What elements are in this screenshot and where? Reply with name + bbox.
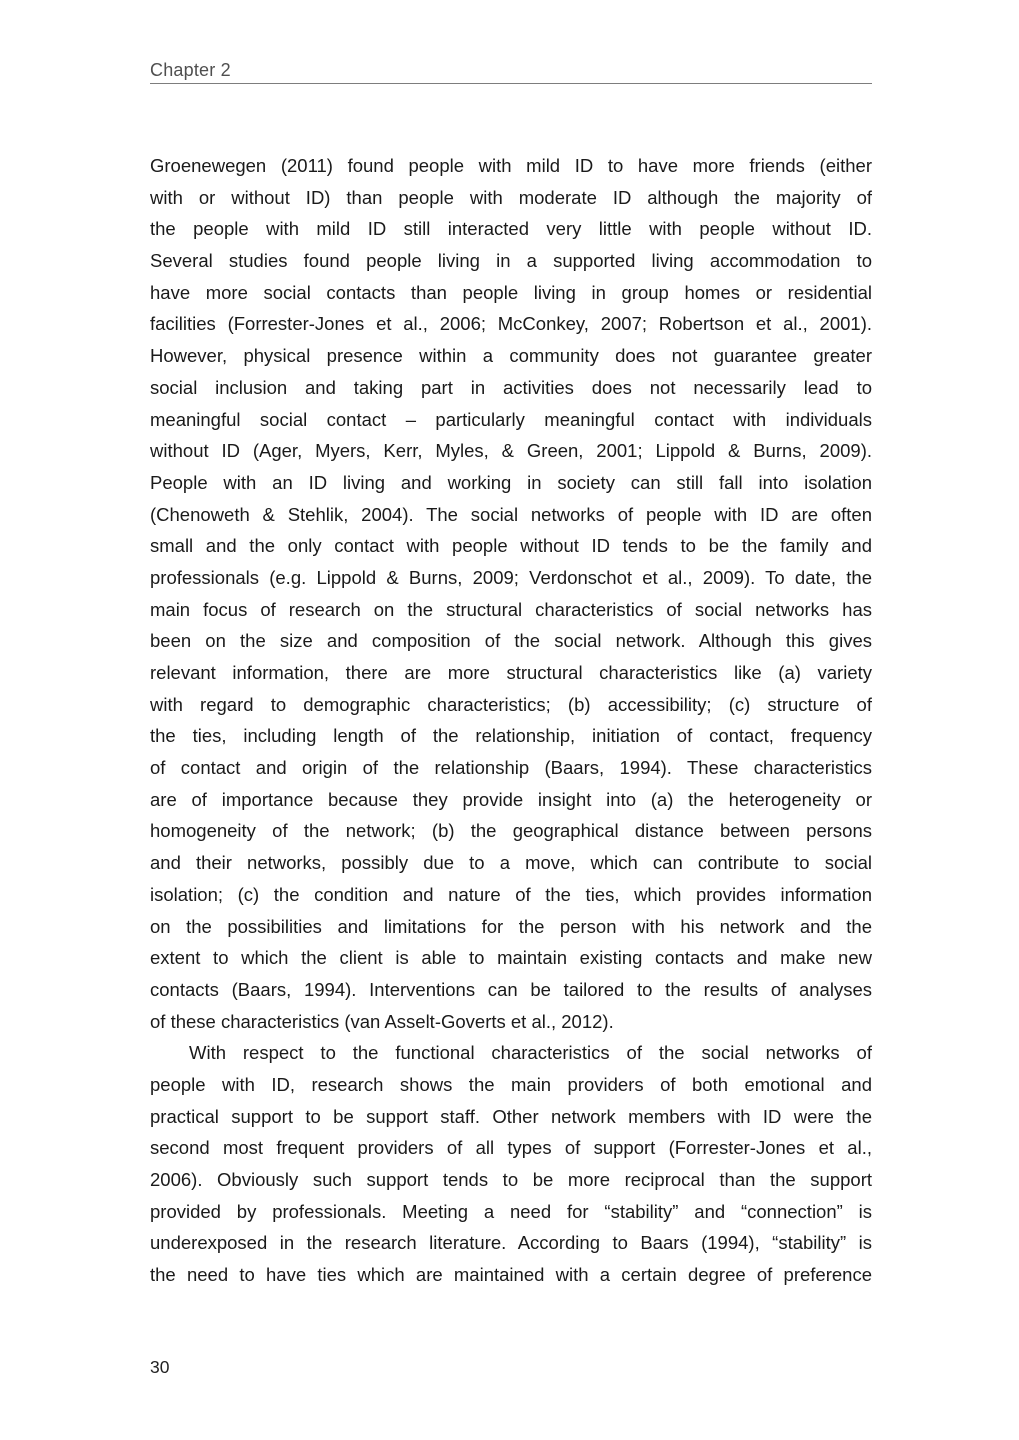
text-line: with or without ID) than people with moderate ID although the majority of [150,186,872,208]
text-line: isolation; (c) the condition and nature of the ties, which provides information [150,883,872,905]
body-text [150,150,872,1291]
text-line: provided by professionals. Meeting a need for “stability” and “connection” is [150,1200,872,1222]
text-line: 2006). Obviously such support tends to be more reciprocal than the support [150,1169,872,1190]
text-line: meaningful social contact – particularly meaningful contact with individuals [150,408,872,430]
text-line: second most frequent providers of all types of support (Forrester-Jones et al., [150,1137,872,1159]
text-line: contacts (Baars, 1994). Interventions can be tailored to the results of analyses [150,978,872,1000]
text-line: small and the only contact with people without ID tends to be the family and [150,535,872,557]
text-line: homogeneity of the network; (b) the geographical distance between persons [150,820,872,842]
text-line: professionals (e.g. Lippold & Burns, 2009; Verdonschot et al., 2009). To date, the [150,566,872,588]
chapter-label: Chapter 2 [150,60,231,80]
page-footer [150,1357,169,1378]
page-header [150,60,872,84]
text-line: Groenewegen (2011) found people with mild ID to have more friends (either [150,155,872,176]
text-line: the ties, including length of the relationship, initiation of contact, frequency [150,725,872,747]
text-line: been on the size and composition of the social network. Although this gives [150,630,872,652]
text-line: and their networks, possibly due to a move, which can contribute to social [150,852,872,874]
text-line: with regard to demographic characteristics; (b) accessibility; (c) structure of [150,693,872,715]
text-line: practical support to be support staff. Other network members with ID were the [150,1105,872,1127]
text-line: facilities (Forrester-Jones et al., 2006; McConkey, 2007; Robertson et al., 2001). [150,313,872,335]
text-line: have more social contacts than people living in group homes or residential [150,281,872,303]
text-line: relevant information, there are more structural characteristics like (a) variety [150,662,872,683]
text-line: people with ID, research shows the main providers of both emotional and [150,1073,872,1095]
text-line: of these characteristics (van Asselt-Goverts et al., 2012). [150,1010,614,1032]
text-line: underexposed in the research literature. According to Baars (1994), “stability” is [150,1232,872,1254]
text-line: (Chenoweth & Stehlik, 2004). The social networks of people with ID are often [150,503,872,525]
text-line: social inclusion and taking part in activities does not necessarily lead to [150,376,872,398]
text-line: the need to have ties which are maintained with a certain degree of preference [150,1264,872,1286]
text-line: of contact and origin of the relationship (Baars, 1994). These characteristics [150,757,872,779]
header-rule [150,83,872,84]
page-number: 30 [150,1357,170,1377]
text-line: Several studies found people living in a supported living accommodation to [150,250,872,272]
text-line: main focus of research on the structural characteristics of social networks has [150,598,872,620]
text-line: However, physical presence within a community does not guarantee greater [150,345,872,367]
paragraph [150,150,872,1037]
paragraph [150,1037,872,1291]
text-line: the people with mild ID still interacted very little with people without ID. [150,218,872,240]
text-line: extent to which the client is able to maintain existing contacts and make new [150,947,872,969]
text-line: on the possibilities and limitations for the person with his network and the [150,915,872,937]
text-line: without ID (Ager, Myers, Kerr, Myles, & Green, 2001; Lippold & Burns, 2009). [150,440,872,462]
text-line: People with an ID living and working in society can still fall into isolation [150,471,872,493]
text-line: are of importance because they provide insight into (a) the heterogeneity or [150,788,872,810]
text-line: With respect to the functional characteristics of the social networks of [189,1042,872,1064]
